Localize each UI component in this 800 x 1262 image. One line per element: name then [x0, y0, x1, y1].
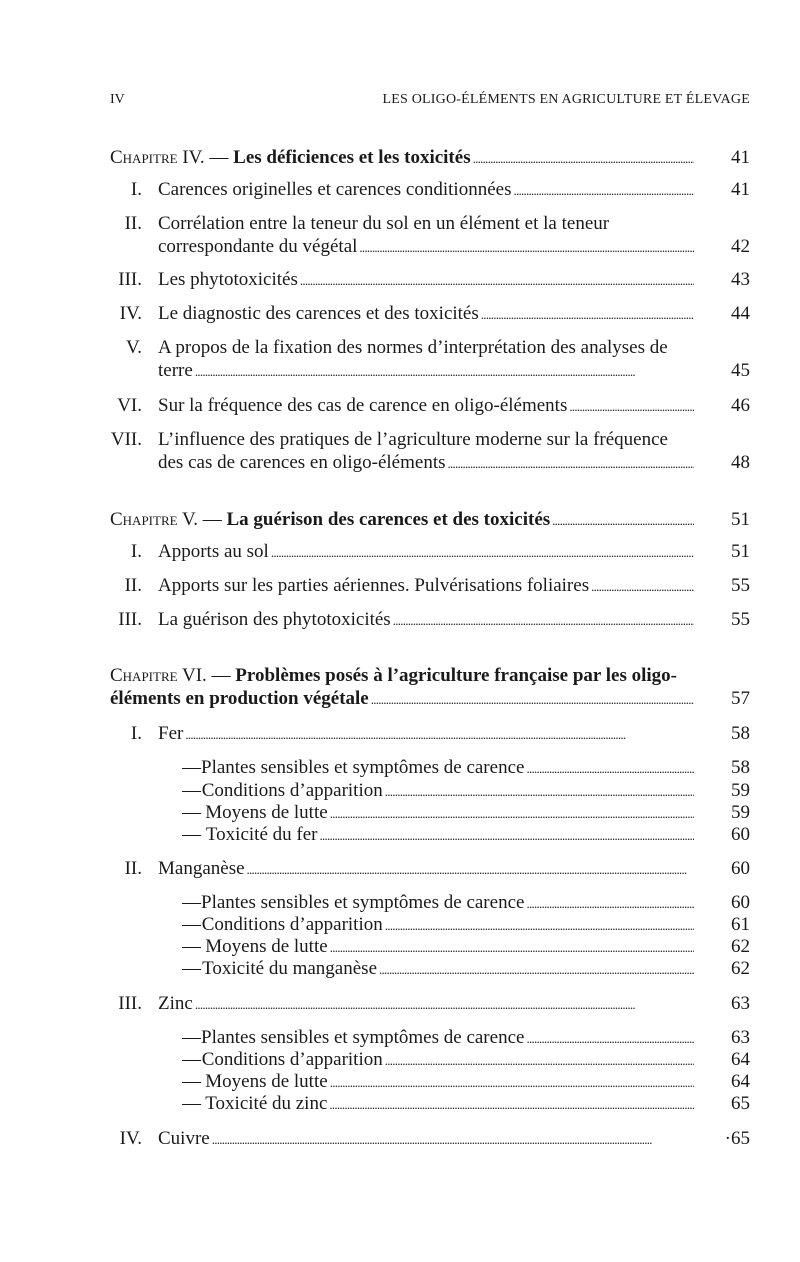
page-number: IV	[110, 92, 125, 107]
page-ref: 57	[731, 688, 750, 709]
chapter-title: Problèmes posés à l’agriculture française par les oligo-	[235, 665, 677, 686]
chapter-label: Chapitre VI.	[110, 665, 207, 686]
chapter-title: Les déficiences et les toxicités	[233, 147, 471, 168]
leader-dots	[473, 146, 694, 169]
page-ref: 41	[731, 147, 750, 168]
leader-dots	[371, 687, 694, 710]
leader-dots	[552, 508, 694, 531]
running-title: LES OLIGO-ÉLÉMENTS EN AGRICULTURE ET ÉLEVAGE	[382, 92, 750, 107]
chapter-title: La guérison des carences et des toxicités	[226, 509, 551, 530]
chapter-label: Chapitre V.	[110, 509, 198, 530]
page-ref: 51	[731, 509, 750, 530]
chapter-label: Chapitre IV.	[110, 147, 205, 168]
table-of-contents: Chapitre IV. — Les déficiences et les toxicités . . . 41 I. Carences originelles et carences conditionnées . . . 41 II. Corrélation entre la teneur du sol en un élément et la teneur correspondante du végétal . . . 42 III. Les phytotoxicités . . . 43 IV. Le diagnostic des carences et des toxicités . . . 44 V. A propos de la fixation des normes d’interprétation des analyses de terre . . . 45 VI. Sur la fréquence des cas de carence en oligo-éléments . . . 46 VII. L’influence des pratiques de l’agriculture moderne sur la fréquence des cas de carences en oligo-éléments . . . 48 Chapitre V. — La guérison des carences et des toxicités . . . 51 I. Apports au sol . . . 51 II. Apports sur les parties aériennes. Pulvérisations foliaires . . . 55 III. La guérison des phytotoxicités . . . 55 Chapitre VI. — Problèmes posés à l’agriculture française par les oligo- éléments en production végétale . . . 57 I. Fer . . . 58 — Plantes sensibles et symptômes de carence . . . 58 — Conditions d’apparition . . . 59 — Moyens de lutte . . . 59 — Toxicité du fer . . . 60 II. Manganèse . . . 60 — Plantes sensibles et symptômes de carence . . . 60 — Conditions d’apparition . . . 61 — Moyens de lutte . . . 62 — Toxicité du manganèse . . . 62 III. Zinc . . . 63 — Plantes sensibles et symptômes de carence . . . 63 — Conditions d’apparition . . . 64 — Moyens de lutte . . . 64 — Toxicité du zinc . . . 65 IV. Cuivre . . . ·65	[0, 0, 800, 1262]
